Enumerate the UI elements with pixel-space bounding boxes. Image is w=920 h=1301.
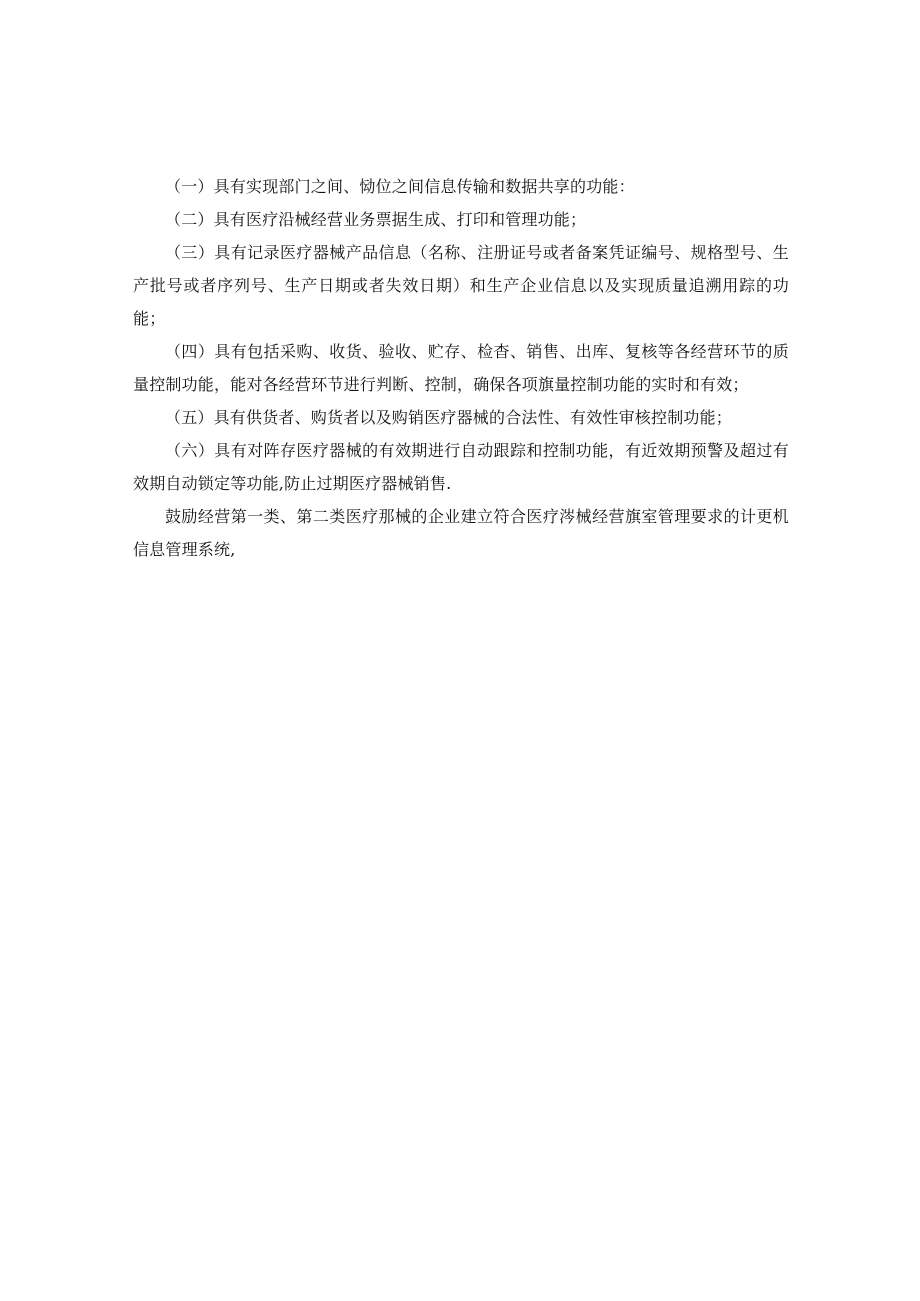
paragraph-3: （三）具有记录医疗器械产品信息（名称、注册证号或者备案凭证编号、规格型号、生产批号或者序列号、生产日期或者失效日期）和生产企业信息以及实现质量追溯用踪的功能； bbox=[133, 243, 789, 328]
paragraph-7: 鼓励经营第一类、第二类医疗那械的企业建立符合医疗涔械经营旗室管理要求的计更机信息管理系统, bbox=[133, 507, 789, 559]
paragraph-4: （四）具有包括采购、收货、验收、贮存、检杳、销售、出库、复核等各经营环节的质量控制功能，能对各经营环节进行判断、控制，确保各项旗量控制功能的实时和有效； bbox=[133, 342, 789, 394]
paragraph-6: （六）具有对阵存医疗器械的有效期进行自动跟踪和控制功能，有近效期预警及超过有效期自动锁定等功能,防止过期医疗器械销售. bbox=[133, 441, 789, 493]
paragraph-2: （二）具有医疗沿械经营业务票据生成、打印和管理功能； bbox=[165, 210, 587, 229]
document-body bbox=[133, 170, 789, 566]
paragraph-5: （五）具有供货者、购货者以及购销医疗器械的合法性、有效性审核控制功能； bbox=[165, 408, 733, 427]
paragraph-1: （一）具有实现部门之间、恸位之间信息传输和数据共享的功能： bbox=[165, 177, 635, 196]
